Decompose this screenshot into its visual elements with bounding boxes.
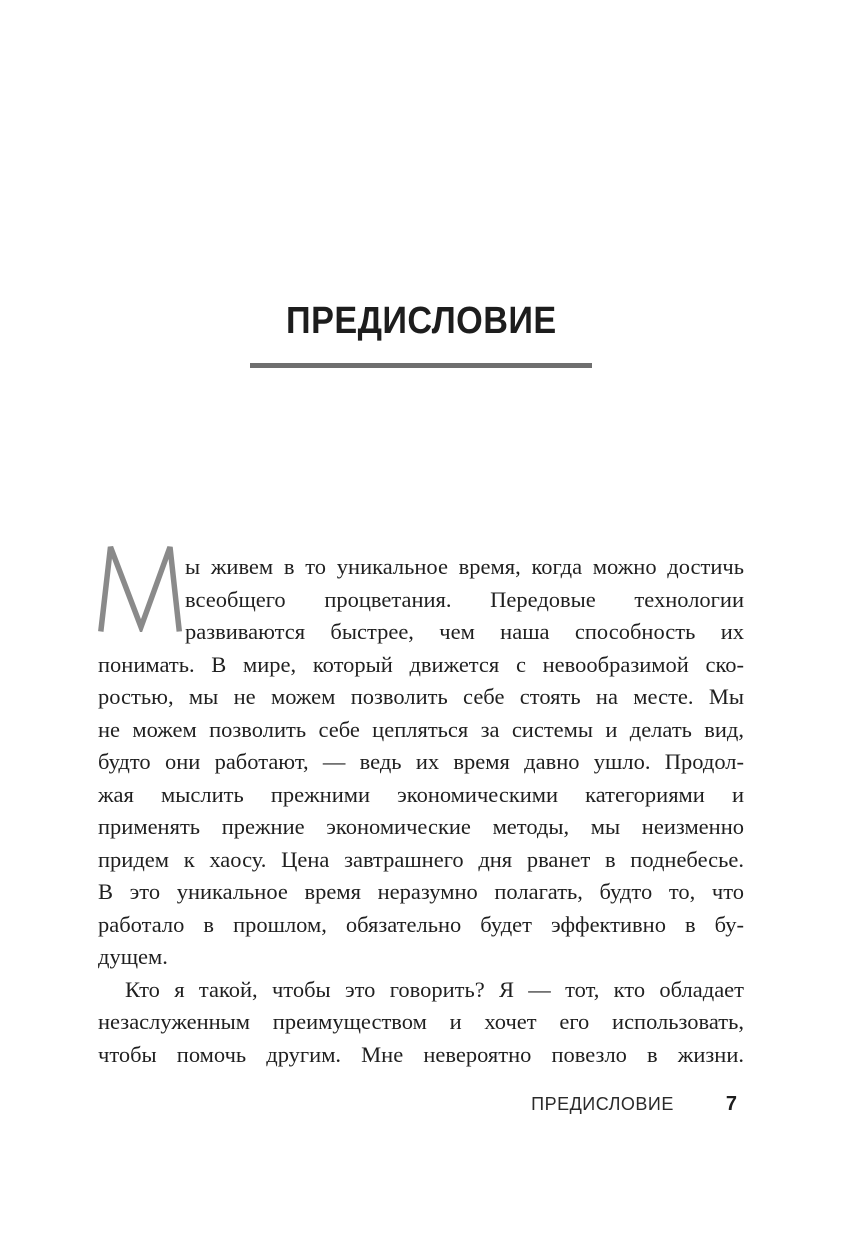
- footer-running-title: ПРЕДИСЛОВИЕ: [531, 1094, 674, 1114]
- text-line: чтобы помочь другим. Мне невероятно повезло в жизни.: [98, 1041, 744, 1067]
- text-line: незаслуженным преимуществом и хочет его использовать,: [98, 1009, 744, 1034]
- text-line: не можем позволить себе цепляться за системы и делать вид,: [98, 716, 744, 742]
- footer-page-number: 7: [725, 1093, 737, 1115]
- text-line: В это уникальное время неразумно полагать, будто то, что: [98, 879, 744, 904]
- title-divider-rule: [250, 363, 592, 368]
- chapter-title: ПРЕДИСЛОВИЕ: [285, 300, 557, 342]
- body-text: [98, 551, 744, 1071]
- text-line: ы живем в то уникальное время, когда можно достичь: [185, 554, 744, 579]
- text-line: придем к хаосу. Цена завтрашнего дня рванет в поднебесье.: [98, 846, 744, 872]
- text-line: ростью, мы не можем позволить себе стоять на месте. Мы: [98, 684, 744, 709]
- text-line: применять прежние экономические методы, мы неизменно: [98, 814, 744, 839]
- chapter-heading: [98, 300, 744, 342]
- text-line: дущем.: [98, 944, 168, 969]
- text-line: всеобщего процветания. Передовые технологии: [185, 586, 744, 612]
- text-line: развиваются быстрее, чем наша способность их: [185, 619, 744, 644]
- text-line: жая мыслить прежними экономическими категориями и: [98, 781, 744, 807]
- page-footer: [98, 1093, 744, 1115]
- text-line: Кто я такой, чтобы это говорить? Я — тот, кто обладает: [125, 976, 744, 1002]
- text-line: понимать. В мире, который движется с невообразимой ско-: [98, 651, 744, 677]
- text-line: будто они работают, — ведь их время давно ушло. Продол-: [98, 749, 744, 774]
- text-line: работало в прошлом, обязательно будет эффективно в бу-: [98, 911, 744, 937]
